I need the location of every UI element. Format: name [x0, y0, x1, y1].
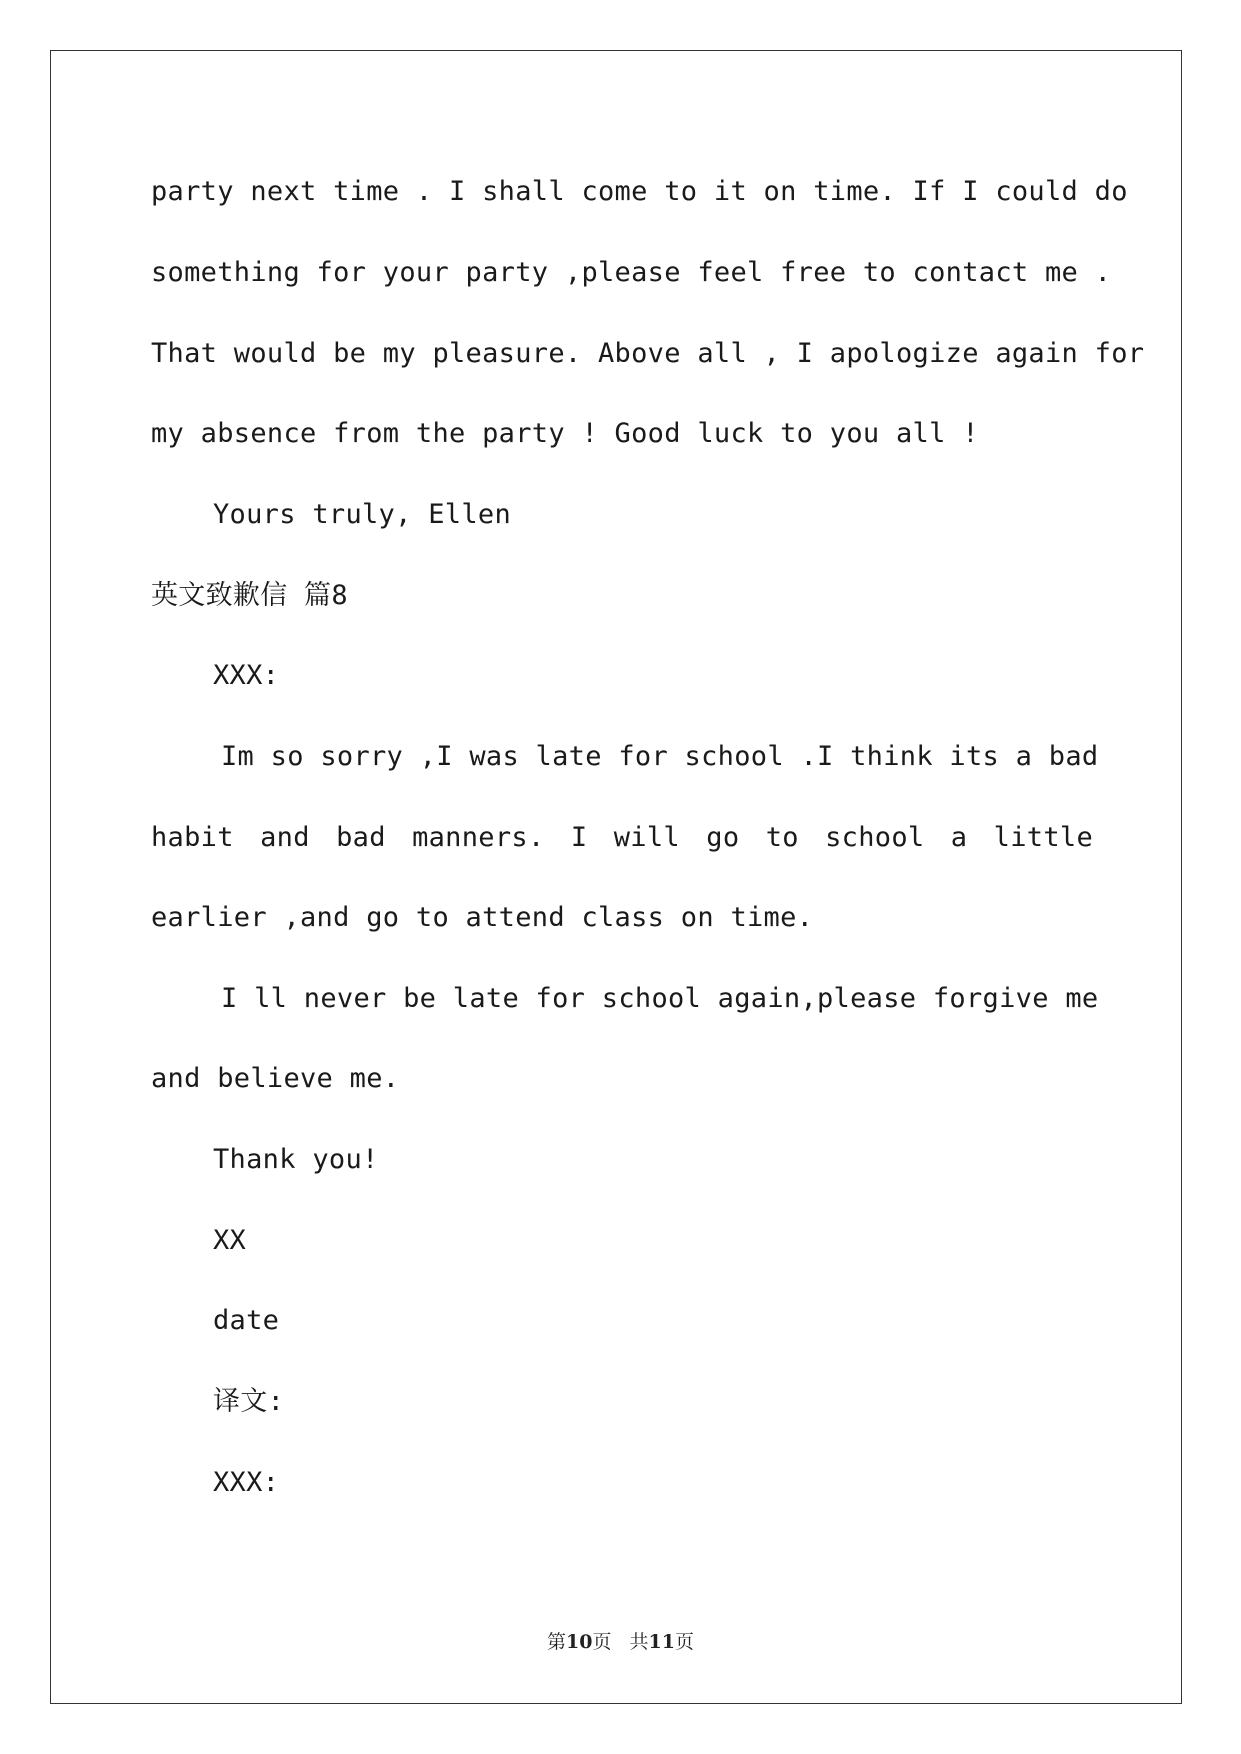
footer-page-mid: 页 — [592, 1631, 612, 1653]
body-line-3: That would be my pleasure. Above all , I apologize again for — [151, 338, 1145, 369]
salutation: XXX: — [213, 660, 280, 691]
section-heading: 英文致歉信 篇8 — [151, 580, 348, 611]
body-line-2: something for your party ,please feel free to contact me . — [151, 257, 1112, 288]
closing-line: Thank you! — [213, 1144, 379, 1175]
page-border — [50, 50, 1182, 1704]
footer-total-suffix: 页 — [674, 1631, 694, 1653]
body-line-11: I ll never be late for school again,please forgive me — [221, 983, 1099, 1014]
signature-line: Yours truly, Ellen — [213, 499, 511, 530]
body-line-8: Im so sorry ,I was late for school .I think its a bad — [221, 741, 1099, 772]
sender-name: XX — [213, 1225, 247, 1256]
translation-salutation: XXX: — [213, 1467, 280, 1498]
footer-page-total: 11 — [648, 1631, 675, 1653]
body-line-10: earlier ,and go to attend class on time. — [151, 902, 814, 933]
body-line-1: party next time . I shall come to it on time. If I could do — [151, 176, 1128, 207]
translation-label: 译文: — [213, 1386, 285, 1417]
footer-total-prefix: 共 — [629, 1631, 649, 1653]
footer-page-prefix: 第 — [547, 1631, 567, 1653]
body-line-9: habit and bad manners. I will go to school a little — [151, 822, 1093, 853]
page-footer — [0, 1630, 1241, 1654]
body-line-12: and believe me. — [151, 1063, 400, 1094]
footer-page-current: 10 — [566, 1631, 593, 1653]
date-line: date — [213, 1305, 280, 1336]
body-line-4: my absence from the party ! Good luck to you all ! — [151, 418, 979, 449]
